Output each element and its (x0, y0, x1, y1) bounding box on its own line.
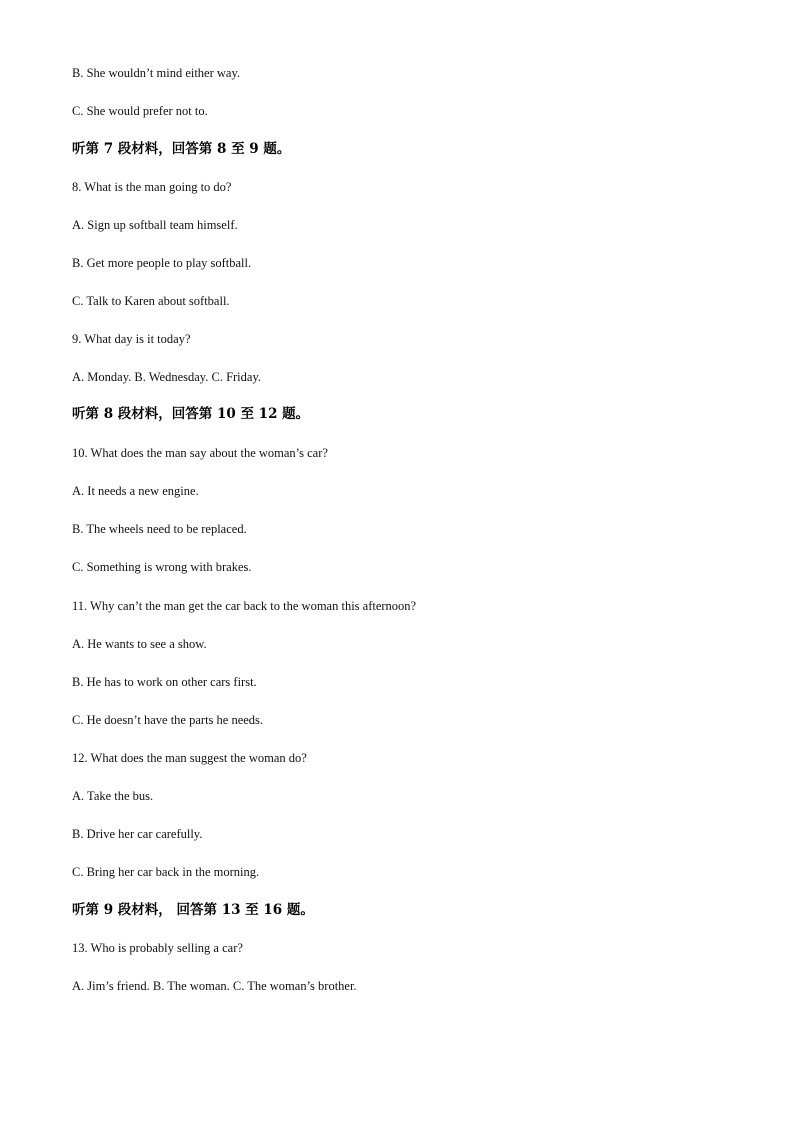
section-heading-8: 听第 8 段材料，回答第 10 至 12 题。 (72, 406, 310, 422)
option-12c: C. Bring her car back in the morning. (72, 865, 260, 879)
section-heading-9: 听第 9 段材料， 回答第 13 至 16 题。 (72, 902, 314, 918)
option-8b: B. Get more people to play softball. (72, 256, 252, 270)
option-12b: B. Drive her car carefully. (72, 827, 203, 841)
option-7b: B. She wouldn’t mind either way. (72, 66, 241, 80)
question-8: 8. What is the man going to do? (72, 180, 232, 194)
option-12a: A. Take the bus. (72, 789, 154, 803)
option-11b: B. He has to work on other cars first. (72, 675, 257, 689)
option-10b: B. The wheels need to be replaced. (72, 522, 247, 536)
question-12: 12. What does the man suggest the woman do? (72, 751, 307, 765)
option-8c: C. Talk to Karen about softball. (72, 294, 230, 308)
options-9: A. Monday. B. Wednesday. C. Friday. (72, 370, 262, 384)
option-7c: C. She would prefer not to. (72, 104, 208, 118)
option-11c: C. He doesn’t have the parts he needs. (72, 713, 264, 727)
option-10a: A. It needs a new engine. (72, 484, 199, 498)
question-9: 9. What day is it today? (72, 332, 191, 346)
option-10c: C. Something is wrong with brakes. (72, 560, 252, 574)
question-13: 13. Who is probably selling a car? (72, 941, 243, 955)
option-11a: A. He wants to see a show. (72, 637, 207, 651)
section-heading-7: 听第 7 段材料，回答第 8 至 9 题。 (72, 141, 291, 157)
question-10: 10. What does the man say about the woman’s car? (72, 446, 328, 460)
option-8a: A. Sign up softball team himself. (72, 218, 238, 232)
options-13: A. Jim’s friend. B. The woman. C. The woman’s brother. (72, 979, 357, 993)
question-11: 11. Why can’t the man get the car back to the woman this afternoon? (72, 599, 417, 613)
